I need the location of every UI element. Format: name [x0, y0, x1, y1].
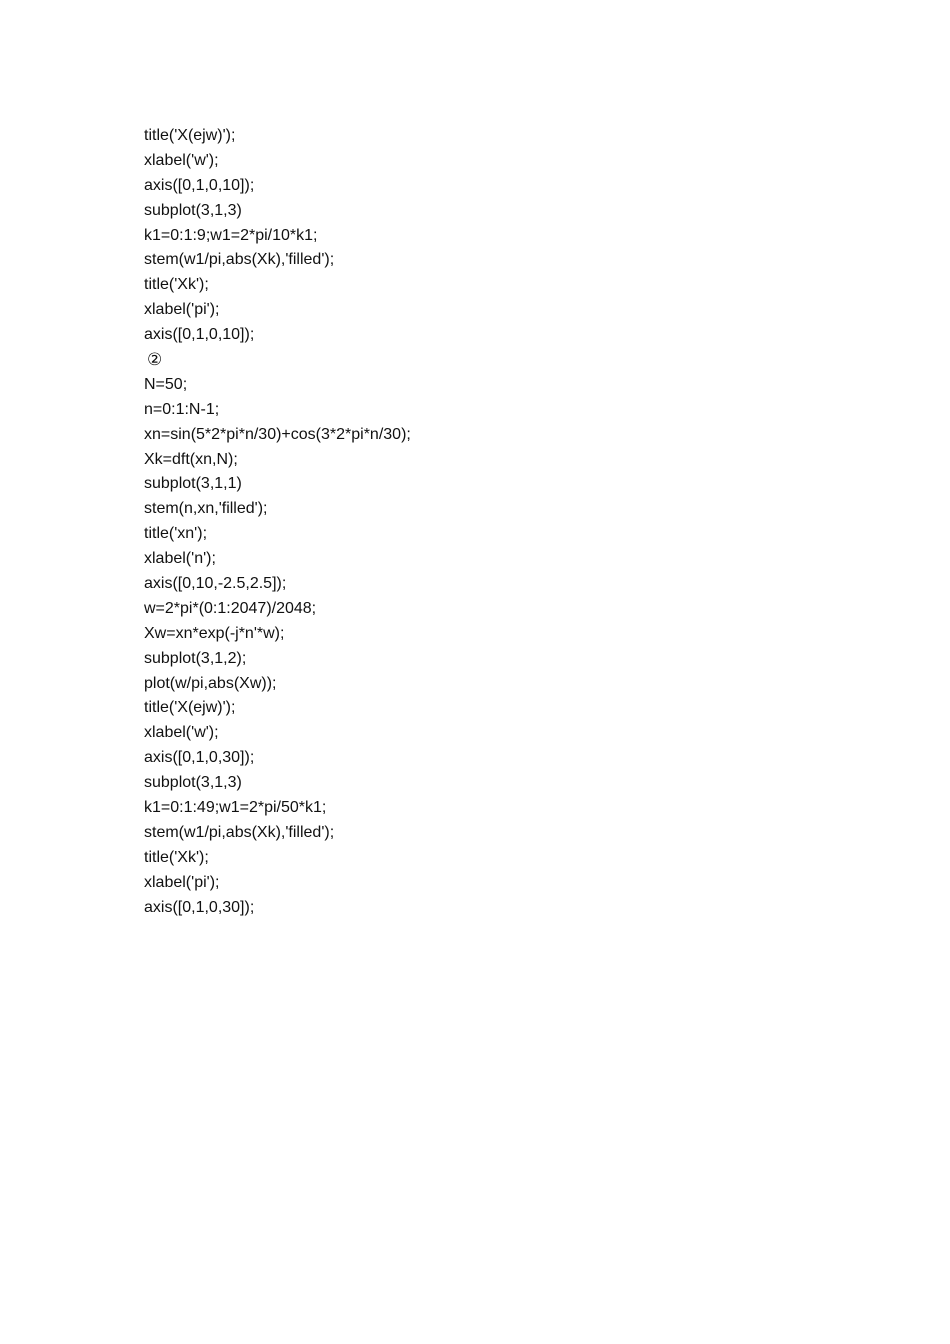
code-line: xlabel('pi'); — [144, 301, 220, 319]
code-line: subplot(3,1,3) — [144, 201, 242, 219]
code-line: title('X(ejw)'); — [144, 127, 236, 144]
code-line: stem(w1/pi,abs(Xk),'filled'); — [144, 251, 335, 269]
code-line: stem(w1/pi,abs(Xk),'filled'); — [144, 823, 335, 841]
code-line: Xw=xn*exp(-j*n'*w); — [144, 624, 285, 642]
code-line: k1=0:1:49;w1=2*pi/50*k1; — [144, 799, 327, 817]
code-line: subplot(3,1,1) — [144, 475, 242, 493]
code-line: title('Xk'); — [144, 276, 209, 294]
code-line: xlabel('n'); — [144, 550, 216, 568]
code-line: subplot(3,1,2); — [144, 649, 247, 667]
code-line: axis([0,1,0,30]); — [144, 749, 255, 767]
code-line: k1=0:1:9;w1=2*pi/10*k1; — [144, 226, 318, 244]
code-line: plot(w/pi,abs(Xw)); — [144, 674, 277, 692]
code-line: title('X(ejw)'); — [144, 699, 236, 717]
code-line: w=2*pi*(0:1:2047)/2048; — [144, 599, 317, 617]
matlab-code-listing — [144, 124, 411, 921]
code-line: axis([0,10,-2.5,2.5]); — [144, 575, 287, 593]
section-marker — [144, 348, 411, 373]
code-line: axis([0,1,0,30]); — [144, 898, 255, 916]
code-line: xlabel('w'); — [144, 151, 219, 169]
code-line: Xk=dft(xn,N); — [144, 450, 238, 468]
code-line: xlabel('w'); — [144, 724, 219, 742]
code-line: title('Xk'); — [144, 848, 209, 866]
code-line: xlabel('pi'); — [144, 873, 220, 891]
code-line: n=0:1:N-1; — [144, 400, 220, 418]
circled-two-marker: ② — [147, 350, 163, 371]
code-line: xn=sin(5*2*pi*n/30)+cos(3*2*pi*n/30); — [144, 425, 411, 443]
code-line: N=50; — [144, 375, 188, 393]
code-line: stem(n,xn,'filled'); — [144, 500, 268, 518]
code-line: axis([0,1,0,10]); — [144, 176, 255, 194]
code-line: subplot(3,1,3) — [144, 774, 242, 792]
code-line: title('xn'); — [144, 525, 208, 543]
code-line: axis([0,1,0,10]); — [144, 326, 255, 344]
